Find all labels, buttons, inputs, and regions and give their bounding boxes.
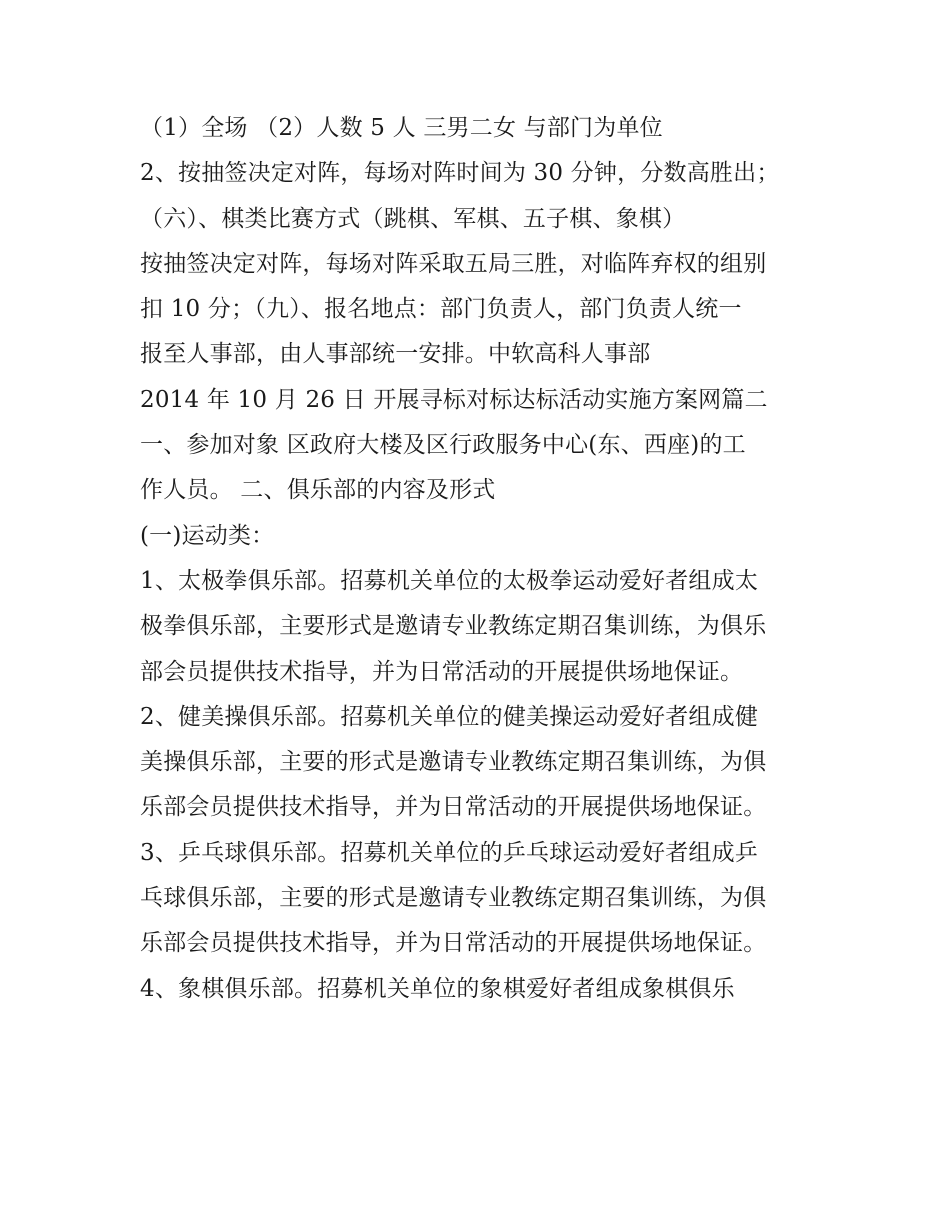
text-line: 作人员。 二、俱乐部的内容及形式 [140,477,496,504]
text-line: 3、乒乓球俱乐部。招募机关单位的乒乓球运动爱好者组成乒 [140,839,759,866]
text-line: 极拳俱乐部，主要形式是邀请专业教练定期召集训练，为俱乐 [140,613,767,640]
text-line: 乐部会员提供技术指导，并为日常活动的开展提供场地保证。 [140,930,767,957]
text-line: 报至人事部，由人事部统一安排。中软高科人事部 [140,341,651,368]
text-line: 2014 年 10 月 26 日 开展寻标对标达标活动实施方案网篇二 [140,386,768,413]
text-line: 2、按抽签决定对阵，每场对阵时间为 30 分钟，分数高胜出； [140,160,780,187]
text-line: （六）、棋类比赛方式（跳棋、军棋、五子棋、象棋） [140,205,686,232]
text-line: 1、太极拳俱乐部。招募机关单位的太极拳运动爱好者组成太 [140,567,759,594]
text-line: 美操俱乐部，主要的形式是邀请专业教练定期召集训练，为俱 [140,749,767,776]
text-line: 一、参加对象 区政府大楼及区行政服务中心(东、西座)的工 [140,432,746,459]
text-line: (一)运动类： [140,522,275,549]
text-line: 部会员提供技术指导，并为日常活动的开展提供场地保证。 [140,658,744,685]
text-line: 2、健美操俱乐部。招募机关单位的健美操运动爱好者组成健 [140,703,759,730]
text-line: 乓球俱乐部，主要的形式是邀请专业教练定期召集训练，为俱 [140,885,767,912]
document-body [140,106,820,1012]
text-line: 扣 10 分；（九）、报名地点：部门负责人，部门负责人统一 [140,296,742,323]
text-line: 4、象棋俱乐部。招募机关单位的象棋爱好者组成象棋俱乐 [140,975,735,1002]
text-line: 按抽签决定对阵，每场对阵采取五局三胜，对临阵弃权的组别 [140,250,767,277]
text-line: （1）全场 （2）人数 5 人 三男二女 与部门为单位 [140,115,663,141]
text-line: 乐部会员提供技术指导，并为日常活动的开展提供场地保证。 [140,794,767,821]
